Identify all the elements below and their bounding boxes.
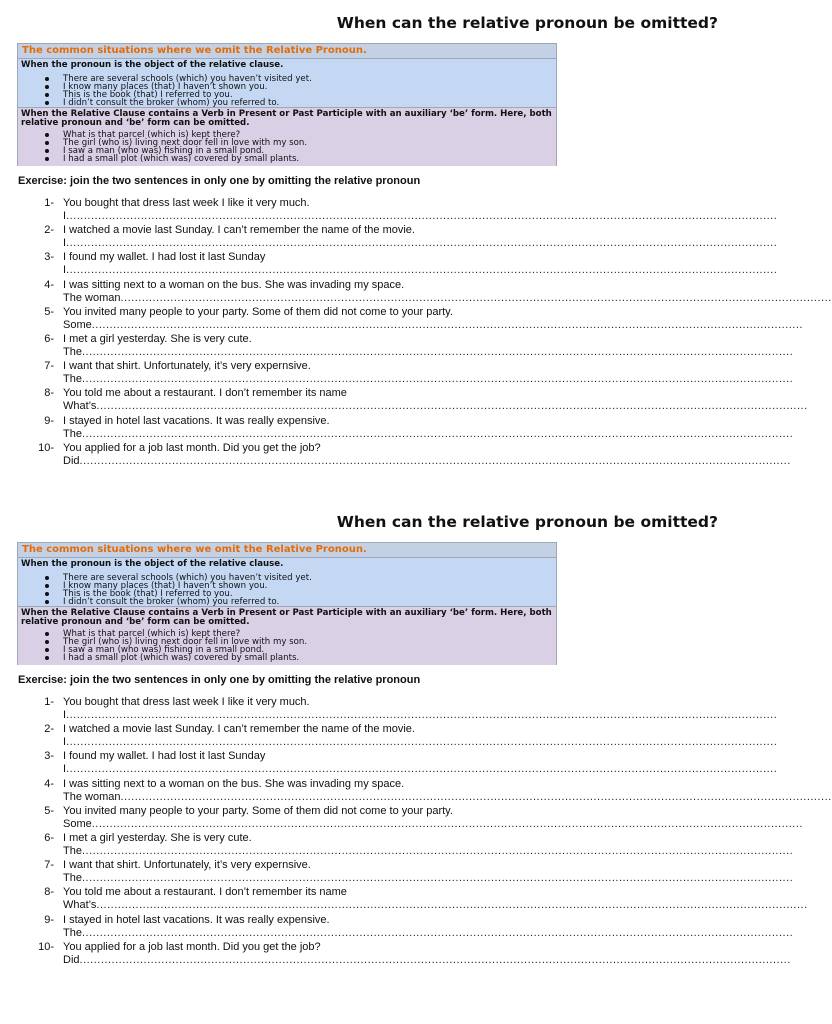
exercise-item bbox=[0, 696, 778, 723]
answer-start: The bbox=[63, 373, 82, 386]
answer-start: Did bbox=[63, 454, 80, 467]
answer-line[interactable] bbox=[63, 291, 832, 305]
rule-section-object bbox=[18, 59, 556, 108]
answer-start: I bbox=[63, 237, 67, 250]
item-sentence: I stayed in hotel last vacations. It was really expensive. bbox=[63, 414, 330, 427]
example-item: I had a small plot (which was) covered by small plants. bbox=[45, 654, 307, 662]
answer-start: The bbox=[63, 844, 82, 857]
exercise-item bbox=[0, 940, 791, 968]
example-item: The girl (who is) living next door fell in love with my son. bbox=[45, 638, 307, 646]
answer-blank[interactable]: ........................................................................................................................................................................................................ bbox=[81, 427, 794, 440]
exercise-item bbox=[0, 332, 794, 360]
exercise-title: Exercise: join the two sentences in only one by omitting the relative pronoun bbox=[18, 175, 421, 187]
item-sentence: You told me about a restaurant. I don’t remember its name bbox=[63, 387, 347, 400]
exercise-item bbox=[0, 777, 832, 805]
exercise-list bbox=[0, 197, 832, 469]
example-item: I saw a man (who was) fishing in a small pond. bbox=[45, 147, 307, 155]
answer-blank[interactable]: ........................................................................................................................................................................................................ bbox=[120, 790, 832, 803]
rule-heading: When the Relative Clause contains a Verb in Present or Past Participle with an auxiliary ‘be’ form. Here, both relative pronoun and ‘be’ form can be omitted. bbox=[21, 608, 552, 627]
rule-section-participle bbox=[18, 607, 556, 665]
answer-start: The bbox=[63, 872, 82, 885]
rule-heading: When the pronoun is the object of the relative clause. bbox=[21, 60, 284, 70]
answer-line[interactable] bbox=[63, 817, 803, 831]
example-item: What is that parcel (which is) kept there? bbox=[45, 131, 307, 139]
answer-line[interactable] bbox=[63, 210, 778, 223]
exercise-item bbox=[0, 251, 778, 278]
answer-start: I bbox=[63, 736, 67, 749]
item-sentence: You applied for a job last month. Did you get the job? bbox=[63, 940, 321, 953]
answer-start: The bbox=[63, 427, 82, 440]
rules-box-header: The common situations where we omit the Relative Pronoun. bbox=[18, 44, 556, 59]
exercise-item bbox=[0, 278, 832, 306]
item-number: 10- bbox=[38, 940, 54, 953]
answer-line[interactable] bbox=[63, 318, 803, 332]
answer-line[interactable] bbox=[63, 844, 794, 858]
exercise-item bbox=[0, 723, 778, 750]
answer-start: I bbox=[63, 264, 67, 277]
answer-start: Did bbox=[63, 953, 80, 966]
item-number: 9- bbox=[44, 913, 54, 926]
exercise-item bbox=[0, 387, 808, 414]
answer-line[interactable] bbox=[63, 872, 794, 885]
exercise-item bbox=[0, 831, 794, 859]
item-number: 1- bbox=[44, 197, 54, 209]
example-item: I didn’t consult the broker (whom) you referred to. bbox=[45, 598, 312, 606]
example-item: I saw a man (who was) fishing in a small pond. bbox=[45, 646, 307, 654]
item-number: 7- bbox=[44, 859, 54, 872]
answer-blank[interactable]: ........................................................................................................................................................................................................ bbox=[81, 872, 794, 885]
answer-blank[interactable]: ........................................................................................................................................................................................................ bbox=[66, 709, 778, 721]
answer-blank[interactable]: ........................................................................................................................................................................................................ bbox=[66, 736, 778, 749]
answer-line[interactable] bbox=[63, 345, 794, 359]
example-item: The girl (who is) living next door fell in love with my son. bbox=[45, 139, 307, 147]
exercise-item bbox=[0, 305, 803, 333]
item-sentence: You applied for a job last month. Did you get the job? bbox=[63, 441, 321, 454]
exercise-item bbox=[0, 859, 794, 886]
example-list bbox=[45, 131, 307, 163]
item-number: 4- bbox=[44, 278, 54, 291]
answer-line[interactable] bbox=[63, 454, 791, 468]
worksheet-copy-bottom bbox=[0, 499, 832, 999]
answer-line[interactable] bbox=[63, 400, 808, 413]
answer-start: What’s bbox=[63, 400, 97, 413]
item-sentence: I found my wallet. I had lost it last Sunday bbox=[63, 251, 266, 264]
worksheet-title: When can the relative pronoun be omitted? bbox=[336, 14, 718, 32]
item-sentence: I want that shirt. Unfortunately, it’s very expernsive. bbox=[63, 360, 311, 373]
exercise-item bbox=[0, 804, 803, 832]
answer-start: I bbox=[63, 210, 67, 222]
answer-line[interactable] bbox=[63, 790, 832, 804]
rule-section-participle bbox=[18, 108, 556, 166]
item-number: 7- bbox=[44, 360, 54, 373]
example-list bbox=[45, 75, 312, 107]
answer-start: I bbox=[63, 709, 67, 721]
item-sentence: You told me about a restaurant. I don’t remember its name bbox=[63, 886, 347, 899]
rule-heading: When the Relative Clause contains a Verb in Present or Past Participle with an auxiliary ‘be’ form. Here, both relative pronoun and ‘be’ form can be omitted. bbox=[21, 109, 552, 128]
exercise-item bbox=[0, 913, 794, 941]
answer-start: The bbox=[63, 926, 82, 939]
item-sentence: I stayed in hotel last vacations. It was really expensive. bbox=[63, 913, 330, 926]
answer-blank[interactable]: ........................................................................................................................................................................................................ bbox=[81, 926, 794, 939]
worksheet-title: When can the relative pronoun be omitted? bbox=[336, 513, 718, 531]
worksheet-copy-top bbox=[0, 0, 832, 500]
answer-blank[interactable]: ........................................................................................................................................................................................................ bbox=[66, 210, 778, 222]
item-sentence: I found my wallet. I had lost it last Sunday bbox=[63, 750, 266, 763]
exercise-list bbox=[0, 696, 832, 968]
answer-line[interactable] bbox=[63, 237, 778, 250]
example-item: This is the book (that) I referred to you. bbox=[45, 590, 312, 598]
rule-section-object bbox=[18, 558, 556, 607]
rules-box bbox=[17, 542, 557, 665]
item-number: 8- bbox=[44, 886, 54, 899]
item-sentence: You bought that dress last week I like it very much. bbox=[63, 696, 310, 708]
exercise-item bbox=[0, 750, 778, 777]
answer-start: The woman bbox=[63, 790, 121, 803]
answer-line[interactable] bbox=[63, 709, 778, 722]
item-sentence: You bought that dress last week I like it very much. bbox=[63, 197, 310, 209]
item-number: 9- bbox=[44, 414, 54, 427]
exercise-item bbox=[0, 414, 794, 442]
answer-start: Some bbox=[63, 817, 92, 830]
item-sentence: I met a girl yesterday. She is very cute. bbox=[63, 332, 252, 345]
answer-line[interactable] bbox=[63, 427, 794, 441]
item-number: 2- bbox=[44, 224, 54, 237]
answer-line[interactable] bbox=[63, 373, 794, 386]
answer-start: Some bbox=[63, 318, 92, 331]
item-sentence: I was sitting next to a woman on the bus. She was invading my space. bbox=[63, 777, 405, 790]
example-item: I know many places (that) I haven’t shown you. bbox=[45, 83, 312, 91]
answer-line[interactable] bbox=[63, 264, 778, 277]
item-sentence: I want that shirt. Unfortunately, it’s very expernsive. bbox=[63, 859, 311, 872]
answer-blank[interactable]: ........................................................................................................................................................................................................ bbox=[79, 454, 791, 467]
example-item: What is that parcel (which is) kept there? bbox=[45, 630, 307, 638]
example-list bbox=[45, 574, 312, 606]
answer-blank[interactable]: ........................................................................................................................................................................................................ bbox=[66, 763, 778, 776]
item-sentence: I met a girl yesterday. She is very cute. bbox=[63, 831, 252, 844]
answer-blank[interactable]: ........................................................................................................................................................................................................ bbox=[79, 953, 791, 966]
item-number: 10- bbox=[38, 441, 54, 454]
exercise-item bbox=[0, 886, 808, 913]
answer-blank[interactable]: ........................................................................................................................................................................................................ bbox=[81, 345, 794, 358]
item-number: 5- bbox=[44, 305, 54, 318]
answer-line[interactable] bbox=[63, 763, 778, 776]
item-number: 1- bbox=[44, 696, 54, 708]
answer-start: The bbox=[63, 345, 82, 358]
answer-blank[interactable]: ........................................................................................................................................................................................................ bbox=[120, 291, 832, 304]
item-sentence: You invited many people to your party. Some of them did not come to your party. bbox=[63, 804, 453, 817]
example-item: I know many places (that) I haven’t shown you. bbox=[45, 582, 312, 590]
answer-line[interactable] bbox=[63, 736, 778, 749]
exercise-title: Exercise: join the two sentences in only one by omitting the relative pronoun bbox=[18, 674, 421, 686]
rules-box-header: The common situations where we omit the Relative Pronoun. bbox=[18, 543, 556, 558]
item-sentence: You invited many people to your party. Some of them did not come to your party. bbox=[63, 305, 453, 318]
answer-line[interactable] bbox=[63, 953, 791, 967]
example-item: There are several schools (which) you haven’t visited yet. bbox=[45, 75, 312, 83]
answer-line[interactable] bbox=[63, 899, 808, 912]
example-item: I had a small plot (which was) covered by small plants. bbox=[45, 155, 307, 163]
example-item: This is the book (that) I referred to you. bbox=[45, 91, 312, 99]
item-number: 6- bbox=[44, 831, 54, 844]
exercise-item bbox=[0, 224, 778, 251]
answer-start: I bbox=[63, 763, 67, 776]
answer-line[interactable] bbox=[63, 926, 794, 940]
answer-start: What’s bbox=[63, 899, 97, 912]
item-number: 5- bbox=[44, 804, 54, 817]
answer-blank[interactable]: ........................................................................................................................................................................................................ bbox=[96, 899, 808, 912]
item-sentence: I watched a movie last Sunday. I can’t remember the name of the movie. bbox=[63, 224, 415, 237]
exercise-item bbox=[0, 441, 791, 469]
example-item: I didn’t consult the broker (whom) you referred to. bbox=[45, 99, 312, 107]
item-number: 6- bbox=[44, 332, 54, 345]
answer-blank[interactable]: ........................................................................................................................................................................................................ bbox=[81, 373, 794, 386]
answer-blank[interactable]: ........................................................................................................................................................................................................ bbox=[96, 400, 808, 413]
answer-start: The woman bbox=[63, 291, 121, 304]
item-number: 3- bbox=[44, 750, 54, 763]
answer-blank[interactable]: ........................................................................................................................................................................................................ bbox=[81, 844, 794, 857]
rules-box bbox=[17, 43, 557, 166]
exercise-item bbox=[0, 197, 778, 224]
rule-heading: When the pronoun is the object of the relative clause. bbox=[21, 559, 284, 569]
answer-blank[interactable]: ........................................................................................................................................................................................................ bbox=[66, 237, 778, 250]
example-list bbox=[45, 630, 307, 662]
answer-blank[interactable]: ........................................................................................................................................................................................................ bbox=[91, 817, 803, 830]
exercise-item bbox=[0, 360, 794, 387]
item-number: 4- bbox=[44, 777, 54, 790]
answer-blank[interactable]: ........................................................................................................................................................................................................ bbox=[66, 264, 778, 277]
example-item: There are several schools (which) you haven’t visited yet. bbox=[45, 574, 312, 582]
item-sentence: I was sitting next to a woman on the bus. She was invading my space. bbox=[63, 278, 405, 291]
item-number: 8- bbox=[44, 387, 54, 400]
item-number: 2- bbox=[44, 723, 54, 736]
answer-blank[interactable]: ........................................................................................................................................................................................................ bbox=[91, 318, 803, 331]
item-sentence: I watched a movie last Sunday. I can’t remember the name of the movie. bbox=[63, 723, 415, 736]
item-number: 3- bbox=[44, 251, 54, 264]
